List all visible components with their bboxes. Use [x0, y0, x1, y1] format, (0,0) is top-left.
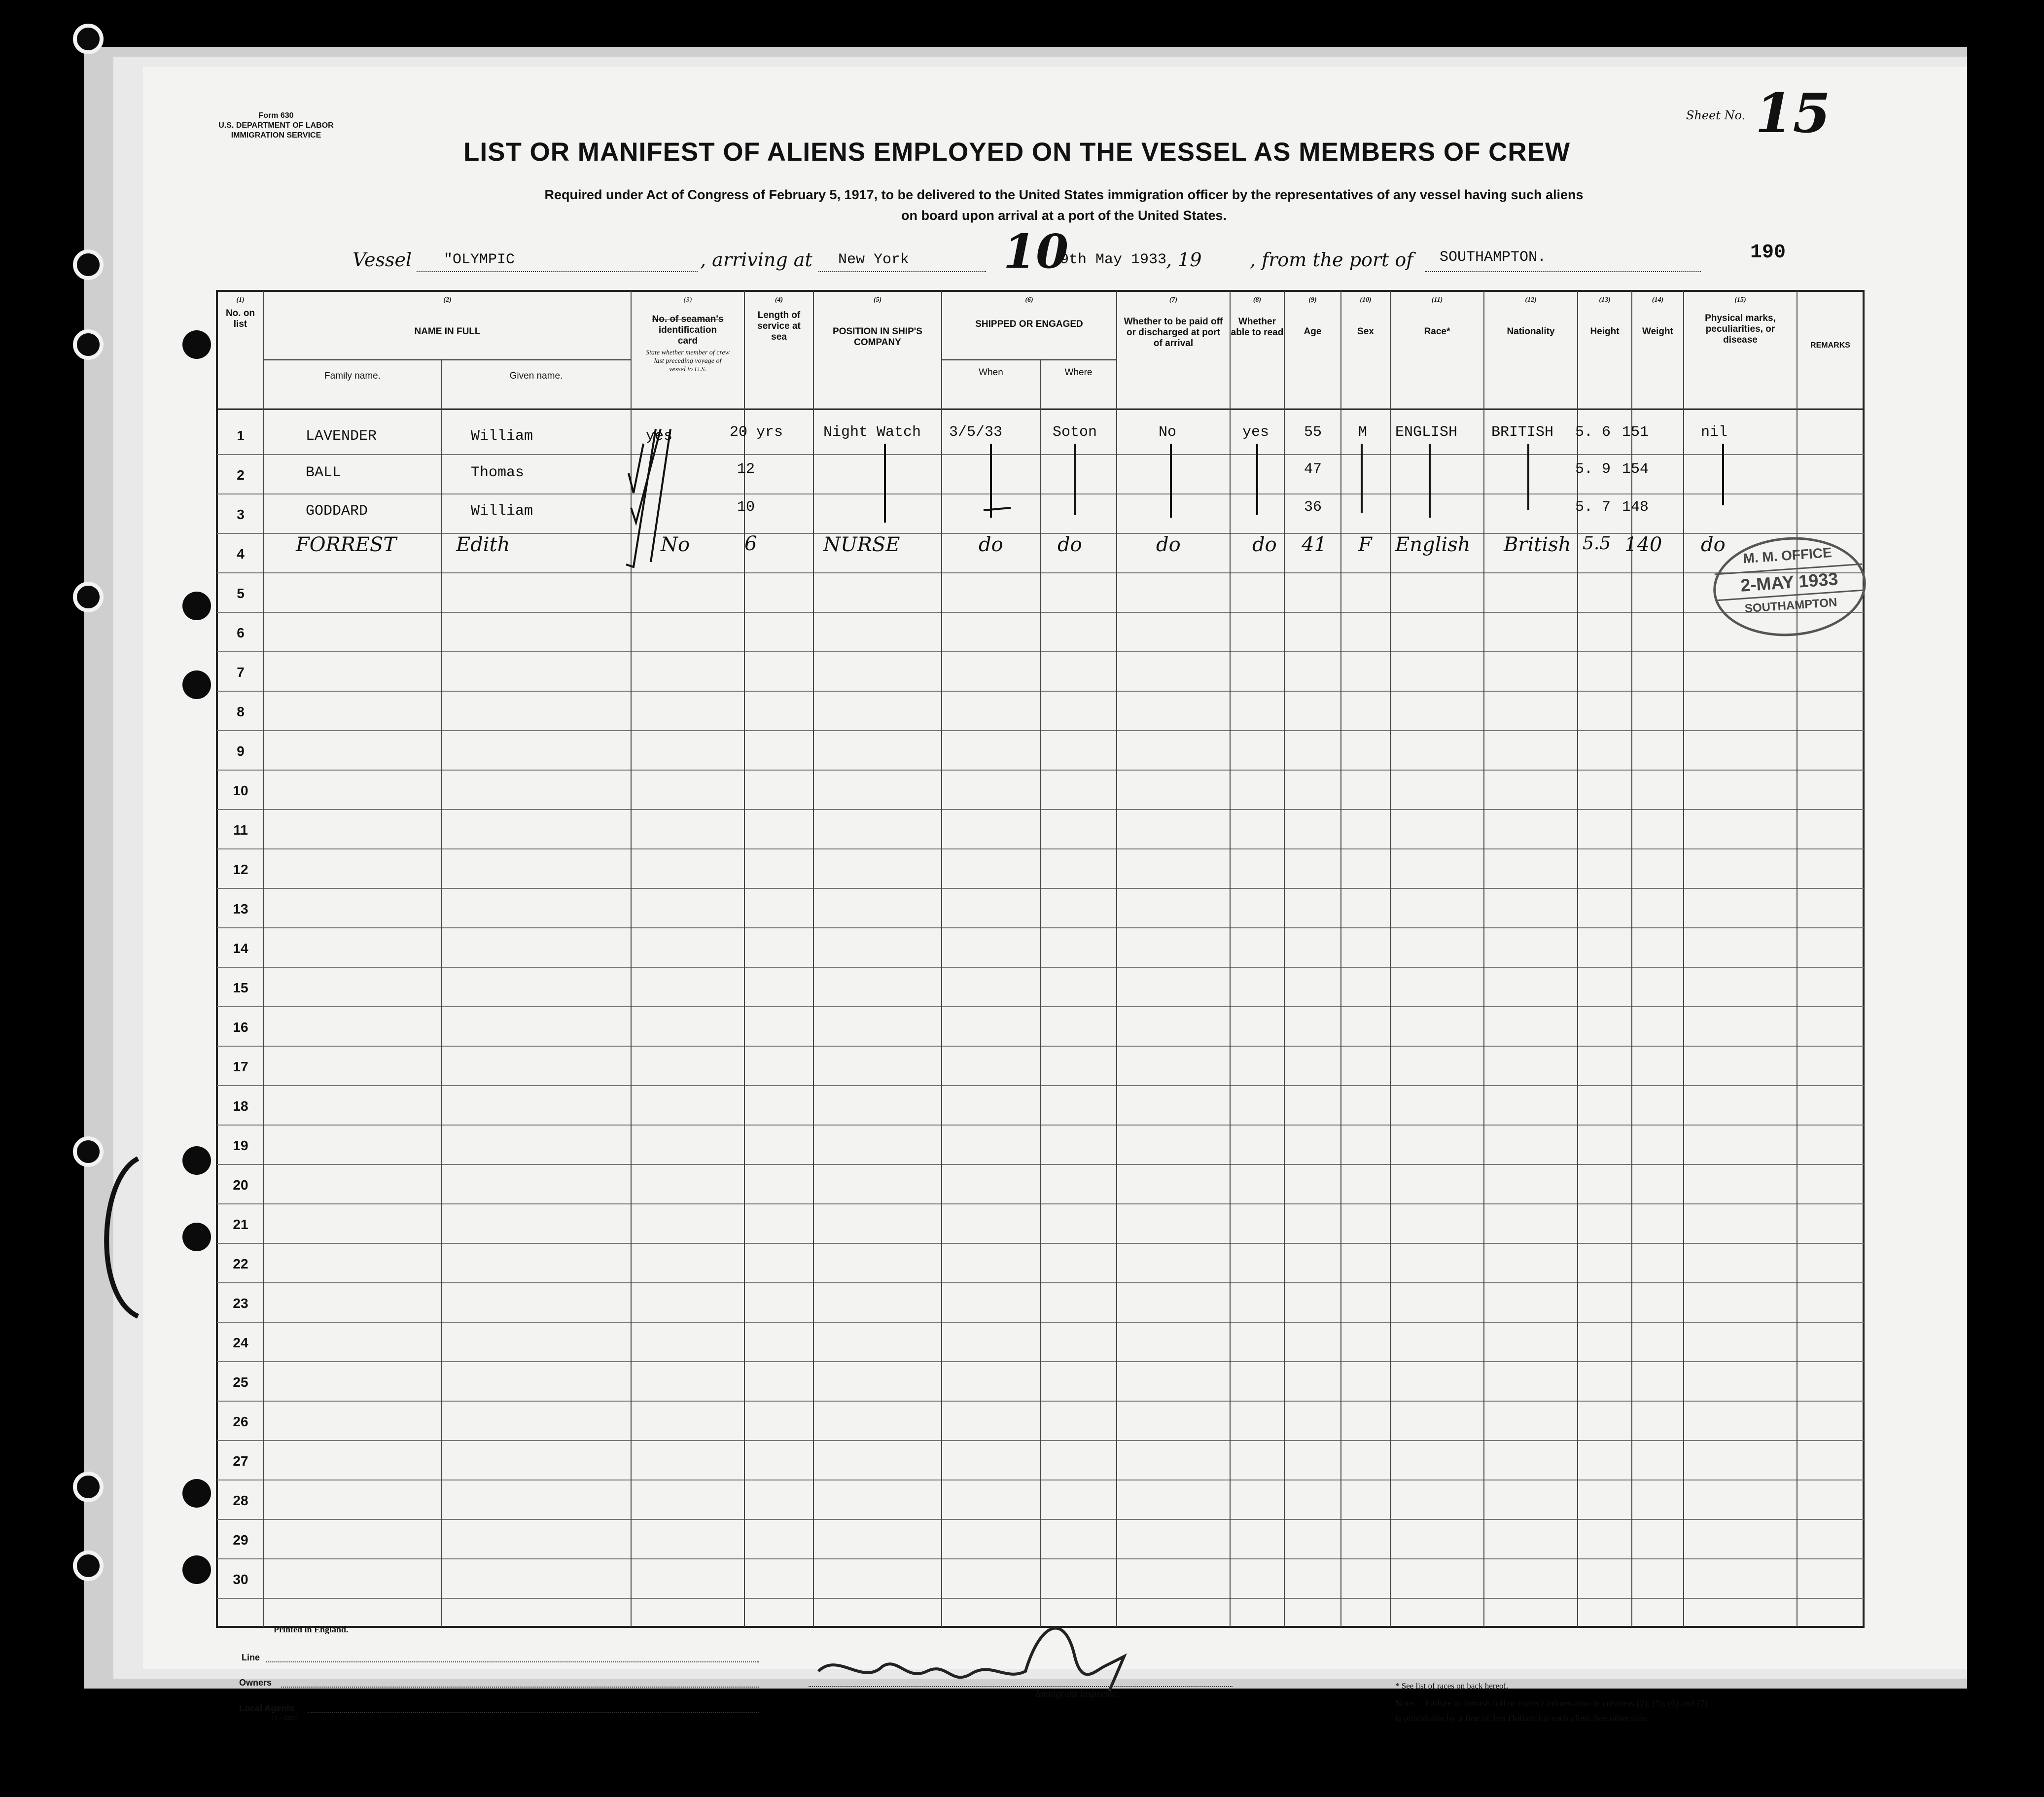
row-number: 29: [233, 1532, 248, 1548]
row-number: 14: [233, 941, 248, 956]
col2-header: (2) NAME IN FULL: [414, 296, 481, 337]
sex: M: [1358, 424, 1368, 441]
row-number: 10: [233, 783, 248, 798]
col9-header: (9) Age: [1304, 296, 1322, 337]
row-number: 3: [237, 507, 245, 522]
date-correction: 10: [1003, 224, 1069, 279]
age: 41: [1302, 533, 1327, 556]
row-number: 17: [233, 1059, 248, 1074]
row-number: 5: [237, 586, 245, 601]
col7-header: (7) Whether to be paid off or discharged at port of arrival: [1124, 296, 1223, 349]
given-name: Thomas: [471, 464, 525, 481]
family-name-header: Family name.: [324, 371, 381, 381]
row-number: 26: [233, 1414, 248, 1429]
from-port-label: , from the port of: [1250, 249, 1413, 271]
row-number: 11: [233, 822, 248, 838]
family-name: FORREST: [296, 533, 397, 556]
department-name: U.S. DEPARTMENT OF LABOR: [218, 121, 334, 130]
row-number: 18: [233, 1098, 248, 1114]
see-list-note: * See list of races on back hereof.: [1395, 1681, 1509, 1691]
height: 5. 9: [1575, 461, 1611, 478]
able-to-read: yes: [1242, 424, 1269, 441]
paid-off: No: [1159, 424, 1177, 441]
position: NURSE: [823, 533, 900, 556]
row-number: 8: [237, 704, 245, 719]
form-code: 14—1360: [271, 1715, 297, 1722]
stamp-line-3: SOUTHAMPTON: [1744, 596, 1838, 616]
family-name: BALL: [306, 464, 342, 481]
inspector-label: Immigrant Inspector.: [1035, 1689, 1118, 1699]
height: 5.5: [1583, 533, 1611, 554]
row-number: 6: [237, 625, 245, 640]
reference-number: 190: [1750, 242, 1786, 264]
row-number: 15: [233, 980, 248, 995]
row-number: 25: [233, 1374, 248, 1390]
given-name: William: [471, 503, 533, 520]
col11-header: (11) Race*: [1424, 296, 1450, 337]
length-of-service: 20 yrs: [730, 424, 783, 441]
from-port: SOUTHAMPTON.: [1440, 249, 1547, 266]
height: 5. 7: [1575, 499, 1611, 516]
remarks-header: REMARKS: [1810, 341, 1850, 350]
age: 36: [1304, 499, 1322, 516]
row-number: 16: [233, 1020, 248, 1035]
subtitle-line-2: on board upon arrival at a port of the United States.: [901, 208, 1227, 223]
stamp-line-1: M. M. OFFICE: [1742, 544, 1833, 566]
row-number: 30: [233, 1572, 248, 1587]
col6-header: (6) SHIPPED OR ENGAGED: [975, 296, 1083, 329]
printed-note: Printed in England.: [274, 1624, 349, 1634]
length-of-service: 12: [737, 461, 755, 478]
col8-header: (8) Whether able to read: [1231, 296, 1284, 338]
col4-header: (4) Length of service at sea: [757, 296, 801, 342]
penalty-note-1: Note.—Failure to furnish full or correct information in columns (2), (5), (6) and (7): [1395, 1698, 1708, 1709]
vessel-label: Vessel: [352, 249, 412, 271]
sheet-label: Sheet No.: [1686, 108, 1746, 122]
weight: 140: [1624, 533, 1662, 556]
sheet-number: 15: [1755, 81, 1831, 145]
nationality: BRITISH: [1491, 424, 1554, 441]
previous-voyage: yes: [646, 428, 673, 445]
shipped-where: Soton: [1053, 424, 1097, 441]
col14-header: (14) Weight: [1642, 296, 1673, 337]
row-number: 20: [233, 1177, 248, 1193]
form-number: Form 630: [258, 111, 294, 120]
stamp-date: 2-MAY 1933: [1715, 564, 1864, 601]
service-name: IMMIGRATION SERVICE: [231, 131, 321, 140]
age: 47: [1304, 461, 1322, 478]
row-number: 24: [233, 1335, 248, 1350]
row-number: 13: [233, 901, 248, 916]
subtitle-line-1: Required under Act of Congress of February 5, 1917, to be delivered to the United States immigration officer by the representatives of any vessel having such aliens: [544, 187, 1584, 202]
row-number: 12: [233, 862, 248, 877]
page-title: LIST OR MANIFEST OF ALIENS EMPLOYED ON THE VESSEL AS MEMBERS OF CREW: [463, 138, 1571, 167]
position: Night Watch: [823, 424, 921, 441]
nationality: British: [1504, 533, 1571, 556]
col15-header: (15) Physical marks, peculiarities, or disease: [1705, 296, 1776, 345]
col3-header: (3) No. of seaman's identification card State whether member of crew last preceding voyage of vessel to U.S.: [646, 296, 730, 373]
row-number: 22: [233, 1256, 248, 1271]
paid-off: do: [1156, 533, 1181, 556]
col10-header: (10) Sex: [1357, 296, 1374, 337]
race: English: [1395, 533, 1471, 556]
year-suffix: , 19: [1166, 249, 1202, 271]
previous-voyage: No: [661, 533, 690, 556]
family-name: LAVENDER: [306, 428, 377, 445]
penalty-note-2: is punishable by a fine of Ten Dollars for each alien. See other side.: [1395, 1713, 1649, 1724]
given-name-header: Given name.: [509, 371, 563, 381]
length-of-service: 10: [737, 499, 755, 516]
given-name: William: [471, 428, 533, 445]
vessel-name: "OLYMPIC: [444, 251, 515, 268]
given-name: Edith: [456, 533, 510, 556]
line-label: Line: [242, 1653, 260, 1662]
row-number: 4: [237, 546, 245, 562]
weight: 154: [1622, 461, 1649, 478]
shipped-when: 3/5/33: [949, 424, 1003, 441]
row-number: 23: [233, 1296, 248, 1311]
where-header: Where: [1064, 367, 1092, 378]
row-number: 28: [233, 1493, 248, 1508]
race: ENGLISH: [1395, 424, 1458, 441]
col1-header: (1) No. on list: [225, 296, 255, 329]
owners-label: Owners: [239, 1678, 272, 1688]
row-number: 27: [233, 1453, 248, 1469]
arriving-label: , arriving at: [700, 249, 812, 271]
row-number: 19: [233, 1138, 248, 1153]
row-number: 1: [237, 428, 245, 443]
sex: F: [1358, 533, 1372, 556]
physical-marks: do: [1701, 533, 1726, 556]
row-number: 7: [237, 665, 245, 680]
col5-header: (5) POSITION IN SHIP'S COMPANY: [833, 296, 922, 348]
weight: 148: [1622, 499, 1649, 516]
physical-marks: nil: [1701, 424, 1728, 441]
row-number: 2: [237, 467, 245, 483]
col13-header: (13) Height: [1590, 296, 1620, 337]
row-number: 9: [237, 743, 245, 759]
age: 55: [1304, 424, 1322, 441]
shipped-when: do: [979, 533, 1003, 556]
able-to-read: do: [1252, 533, 1277, 556]
length-of-service: 6: [744, 532, 757, 555]
family-name: GODDARD: [306, 503, 368, 520]
local-agents-label: Local Agents: [239, 1703, 295, 1713]
arrival-date: 9th May 1933: [1060, 251, 1167, 268]
shipped-where: do: [1057, 533, 1082, 556]
weight: 151: [1622, 424, 1649, 441]
row-number: 21: [233, 1217, 248, 1232]
col12-header: (12) Nationality: [1507, 296, 1555, 337]
height: 5. 6: [1575, 424, 1611, 441]
when-header: When: [979, 367, 1003, 378]
arriving-port: New York: [838, 251, 910, 268]
